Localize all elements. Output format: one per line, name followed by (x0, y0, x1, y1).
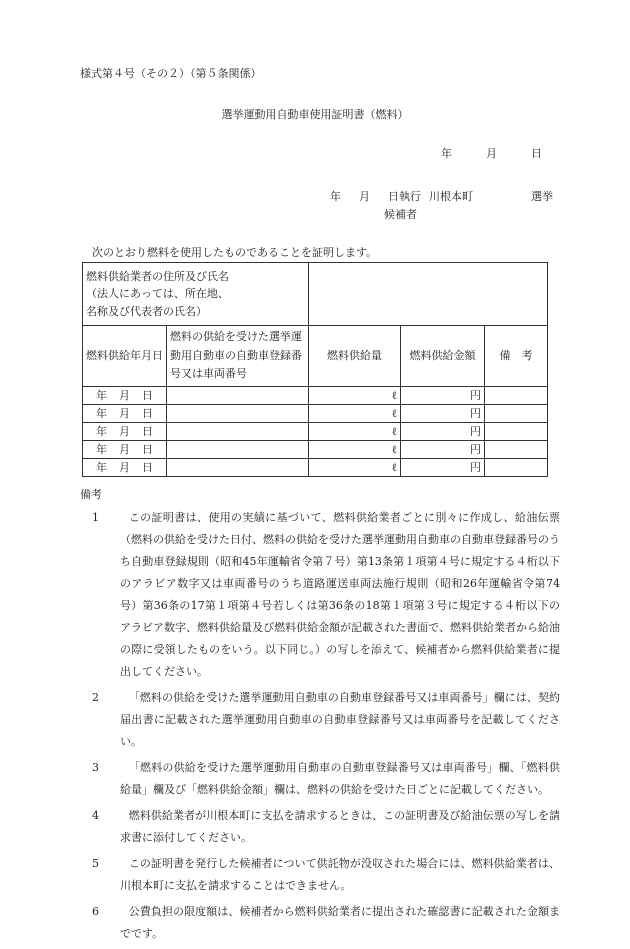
note-text: 「燃料の供給を受けた選挙運動用自動車の自動車登録番号又は車両番号」欄、「燃料供給量」欄及び「燃料供給金額」欄は、燃料の供給を受けた日ごとに記載してください。 (120, 761, 560, 796)
election-month-label: 月 (359, 190, 370, 203)
note-text: 公費負担の限度額は、候補者から燃料供給業者に提出された確認書に記載された金額までです。 (120, 905, 560, 940)
remarks-cell[interactable] (485, 459, 548, 477)
table-row (83, 405, 548, 423)
vehicle-number-cell[interactable] (167, 423, 309, 441)
remarks-cell[interactable] (485, 405, 548, 423)
table-row (83, 387, 548, 405)
note-text: この証明書は、使用の実績に基づいて、燃料供給業者ごとに別々に作成し、給油伝票（燃料の供給を受けた日付、燃料の供給を受けた選挙運動用自動車の自動車登録番号のうち自動車登録規則（昭和45年運輸省令第７号）第13条第１項第４号に規定する４桁以下のアラビア数字又は車両番号のうち道路運送車両法施行規則（昭和26年運輸省令第74号）第36条の17第１項第４号若しくは第36条の18第１項第３号に規定する４桁以下のアラビア数字、燃料供給量及び燃料供給金額が記載された書面で、燃料供給業者から給油の際に受領したものをいう。以下同じ。）の写しを添えて、候補者から燃料供給業者に提出してください。 (120, 511, 560, 678)
note-number: 6 (92, 905, 99, 918)
quantity-cell[interactable]: ℓ (309, 387, 401, 405)
list-item (80, 901, 560, 945)
supply-date-cell[interactable]: 年 月 日 (83, 387, 167, 405)
amount-cell[interactable]: 円 (401, 405, 485, 423)
fuel-table (82, 262, 548, 477)
quantity-cell[interactable]: ℓ (309, 441, 401, 459)
candidate-label: 候補者 (384, 208, 417, 221)
table-row (83, 423, 548, 441)
note-text: この証明書を発行した候補者について供託物が没収された場合には、燃料供給業者は、川根本町に支払を請求することはできません。 (120, 857, 560, 892)
amount-cell[interactable]: 円 (401, 387, 485, 405)
list-item (80, 507, 560, 683)
amount-cell[interactable]: 円 (401, 423, 485, 441)
amount-cell[interactable]: 円 (401, 441, 485, 459)
supply-date-cell[interactable]: 年 月 日 (83, 441, 167, 459)
vehicle-number-cell[interactable] (167, 459, 309, 477)
election-day-label: 日執行 (388, 190, 421, 203)
quantity-cell[interactable]: ℓ (309, 423, 401, 441)
note-number: 5 (92, 857, 99, 870)
supplier-header: 燃料供給業者の住所及び氏名 （法人にあっては、所在地、 名称及び代表者の氏名） (83, 263, 309, 326)
col-header-quantity: 燃料供給量 (309, 326, 401, 387)
list-item (80, 805, 560, 849)
table-row (83, 441, 548, 459)
document-title: 選挙運動用自動車使用証明書（燃料） (221, 108, 409, 121)
remarks-heading: 備考 (80, 488, 102, 501)
note-number: 1 (92, 511, 99, 524)
issue-day-label: 日 (531, 147, 542, 160)
vehicle-number-cell[interactable] (167, 405, 309, 423)
town-name: 川根本町 (429, 190, 473, 203)
supply-date-cell[interactable]: 年 月 日 (83, 405, 167, 423)
remarks-cell[interactable] (485, 423, 548, 441)
quantity-cell[interactable]: ℓ (309, 405, 401, 423)
col-header-remarks: 備 考 (485, 326, 548, 387)
remarks-cell[interactable] (485, 387, 548, 405)
list-item (80, 853, 560, 897)
list-item (80, 757, 560, 801)
list-item (80, 687, 560, 753)
intro-statement: 次のとおり燃料を使用したものであることを証明します。 (92, 246, 378, 259)
supplier-value-cell[interactable] (309, 263, 548, 326)
election-label: 選挙 (531, 190, 553, 203)
supply-date-cell[interactable]: 年 月 日 (83, 423, 167, 441)
quantity-cell[interactable]: ℓ (309, 459, 401, 477)
note-text: 燃料供給業者が川根本町に支払を請求するときは、この証明書及び給油伝票の写しを請求書に添付してください。 (120, 809, 560, 844)
remarks-cell[interactable] (485, 441, 548, 459)
vehicle-number-cell[interactable] (167, 441, 309, 459)
issue-year-label: 年 (441, 147, 452, 160)
note-number: 3 (92, 761, 99, 774)
notes-list (80, 507, 560, 949)
col-header-vehicle: 燃料の供給を受けた選挙運 動用自動車の自動車登録番 号又は車両番号 (167, 326, 309, 387)
col-header-date: 燃料供給年月日 (83, 326, 167, 387)
note-text: 「燃料の供給を受けた選挙運動用自動車の自動車登録番号又は車両番号」欄には、契約届出書に記載された選挙運動用自動車の自動車登録番号又は車両番号を記載してください。 (120, 691, 560, 748)
issue-date (441, 146, 542, 163)
supply-date-cell[interactable]: 年 月 日 (83, 459, 167, 477)
amount-cell[interactable]: 円 (401, 459, 485, 477)
form-number: 様式第４号（その２）（第５条関係） (80, 67, 262, 80)
col-header-amount: 燃料供給金額 (401, 326, 485, 387)
election-year-label: 年 (330, 190, 341, 203)
issue-month-label: 月 (486, 147, 497, 160)
table-row (83, 459, 548, 477)
note-number: 2 (92, 691, 99, 704)
vehicle-number-cell[interactable] (167, 387, 309, 405)
election-line (330, 189, 553, 206)
note-number: 4 (92, 809, 99, 822)
